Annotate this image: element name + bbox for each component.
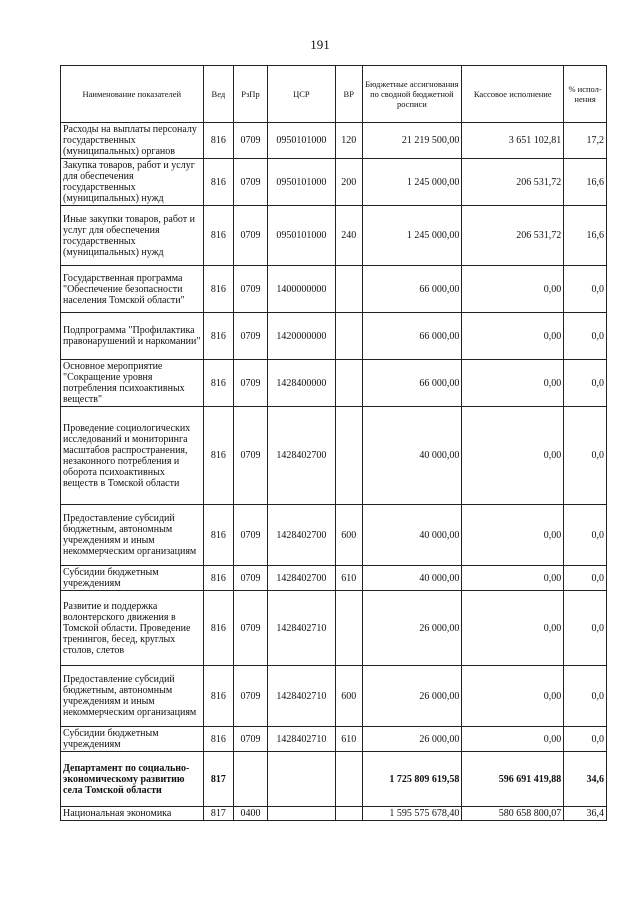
cell-vr: 610 [336, 566, 362, 591]
cell-percent: 16,6 [564, 206, 607, 266]
cell-budget: 66 000,00 [362, 360, 462, 407]
header-percent: % испол-нения [564, 66, 607, 123]
cell-cash: 3 651 102,81 [462, 123, 564, 159]
cell-vr: 600 [336, 666, 362, 727]
cell-rzpr: 0709 [234, 159, 268, 206]
cell-budget: 40 000,00 [362, 566, 462, 591]
cell-rzpr: 0709 [234, 313, 268, 360]
cell-rzpr: 0709 [234, 206, 268, 266]
cell-csr: 0950101000 [267, 206, 335, 266]
cell-vr: 600 [336, 505, 362, 566]
cell-percent: 0,0 [564, 266, 607, 313]
table-row [61, 505, 607, 566]
cell-csr: 1428402710 [267, 591, 335, 666]
cell-vr: 240 [336, 206, 362, 266]
cell-rzpr [234, 752, 268, 807]
cell-csr: 1420000000 [267, 313, 335, 360]
cell-name: Субсидии бюджетным учреждениям [61, 727, 204, 752]
cell-name: Основное мероприятие "Сокращение уровня потребления психоактивных веществ" [61, 360, 204, 407]
cell-percent: 0,0 [564, 360, 607, 407]
cell-budget: 26 000,00 [362, 727, 462, 752]
cell-vr [336, 360, 362, 407]
cell-csr: 0950101000 [267, 159, 335, 206]
cell-name: Субсидии бюджетным учреждениям [61, 566, 204, 591]
cell-budget: 1 725 809 619,58 [362, 752, 462, 807]
cell-cash: 0,00 [462, 266, 564, 313]
table-row [61, 566, 607, 591]
header-rzpr: РзПр [234, 66, 268, 123]
header-cash: Кассовое исполнение [462, 66, 564, 123]
cell-cash: 0,00 [462, 407, 564, 505]
cell-csr [267, 807, 335, 821]
cell-csr: 1428402710 [267, 666, 335, 727]
cell-ved: 816 [203, 360, 234, 407]
cell-csr: 1428400000 [267, 360, 335, 407]
budget-table [60, 65, 607, 821]
cell-ved: 816 [203, 566, 234, 591]
cell-percent: 0,0 [564, 505, 607, 566]
cell-budget: 40 000,00 [362, 407, 462, 505]
cell-name: Государственная программа "Обеспечение безопасности населения Томской области" [61, 266, 204, 313]
table-header-row [61, 66, 607, 123]
cell-ved: 816 [203, 666, 234, 727]
cell-vr: 200 [336, 159, 362, 206]
table-row [61, 159, 607, 206]
cell-rzpr: 0709 [234, 591, 268, 666]
cell-vr [336, 752, 362, 807]
cell-name: Подпрограмма "Профилактика правонарушений и наркомании" [61, 313, 204, 360]
cell-name: Развитие и поддержка волонтерского движения в Томской области. Проведение тренингов, бесед, круглых столов, слетов [61, 591, 204, 666]
cell-ved: 816 [203, 313, 234, 360]
table-row [61, 123, 607, 159]
cell-cash: 0,00 [462, 666, 564, 727]
cell-cash: 0,00 [462, 727, 564, 752]
table-row [61, 807, 607, 821]
cell-budget: 26 000,00 [362, 591, 462, 666]
table-row [61, 266, 607, 313]
cell-percent: 0,0 [564, 727, 607, 752]
cell-rzpr: 0709 [234, 360, 268, 407]
cell-budget: 26 000,00 [362, 666, 462, 727]
cell-cash: 0,00 [462, 591, 564, 666]
cell-vr [336, 807, 362, 821]
cell-cash: 0,00 [462, 313, 564, 360]
cell-ved: 817 [203, 807, 234, 821]
cell-percent: 0,0 [564, 666, 607, 727]
cell-name: Иные закупки товаров, работ и услуг для обеспечения государственных (муниципальных) нужд [61, 206, 204, 266]
cell-csr: 1428402700 [267, 407, 335, 505]
cell-cash: 0,00 [462, 566, 564, 591]
cell-rzpr: 0709 [234, 266, 268, 313]
table-row [61, 407, 607, 505]
page-number: 191 [310, 37, 330, 52]
cell-vr [336, 313, 362, 360]
cell-rzpr: 0709 [234, 666, 268, 727]
header-vr: ВР [336, 66, 362, 123]
cell-csr: 1428402700 [267, 566, 335, 591]
cell-percent: 0,0 [564, 591, 607, 666]
cell-cash: 596 691 419,88 [462, 752, 564, 807]
cell-ved: 816 [203, 505, 234, 566]
cell-percent: 34,6 [564, 752, 607, 807]
cell-name: Предоставление субсидий бюджетным, автономным учреждениям и иным некоммерческим организациям [61, 505, 204, 566]
cell-percent: 17,2 [564, 123, 607, 159]
cell-cash: 0,00 [462, 505, 564, 566]
cell-cash: 206 531,72 [462, 159, 564, 206]
table-row [61, 313, 607, 360]
cell-rzpr: 0709 [234, 407, 268, 505]
cell-cash: 580 658 800,07 [462, 807, 564, 821]
cell-rzpr: 0709 [234, 727, 268, 752]
cell-name: Закупка товаров, работ и услуг для обеспечения государственных (муниципальных) нужд [61, 159, 204, 206]
table-row [61, 666, 607, 727]
cell-vr: 610 [336, 727, 362, 752]
header-name: Наименование показателей [61, 66, 204, 123]
cell-budget: 66 000,00 [362, 266, 462, 313]
cell-name: Национальная экономика [61, 807, 204, 821]
cell-cash: 206 531,72 [462, 206, 564, 266]
table-row [61, 727, 607, 752]
cell-budget: 1 245 000,00 [362, 206, 462, 266]
cell-vr: 120 [336, 123, 362, 159]
cell-rzpr: 0400 [234, 807, 268, 821]
cell-ved: 816 [203, 266, 234, 313]
cell-ved: 816 [203, 727, 234, 752]
cell-name: Расходы на выплаты персоналу государственных (муниципальных) органов [61, 123, 204, 159]
cell-ved: 816 [203, 123, 234, 159]
cell-rzpr: 0709 [234, 566, 268, 591]
header-ved: Вед [203, 66, 234, 123]
cell-csr: 1428402710 [267, 727, 335, 752]
cell-name: Департамент по социально-экономическому развитию села Томской области [61, 752, 204, 807]
cell-csr: 0950101000 [267, 123, 335, 159]
cell-budget: 1 245 000,00 [362, 159, 462, 206]
cell-vr [336, 266, 362, 313]
cell-budget: 40 000,00 [362, 505, 462, 566]
cell-ved: 816 [203, 591, 234, 666]
cell-vr [336, 591, 362, 666]
cell-ved: 817 [203, 752, 234, 807]
cell-name: Предоставление субсидий бюджетным, автономным учреждениям и иным некоммерческим организациям [61, 666, 204, 727]
cell-percent: 0,0 [564, 313, 607, 360]
cell-ved: 816 [203, 407, 234, 505]
cell-csr: 1400000000 [267, 266, 335, 313]
table-row [61, 591, 607, 666]
header-csr: ЦСР [267, 66, 335, 123]
cell-vr [336, 407, 362, 505]
cell-csr [267, 752, 335, 807]
cell-percent: 36,4 [564, 807, 607, 821]
cell-ved: 816 [203, 206, 234, 266]
cell-percent: 0,0 [564, 407, 607, 505]
cell-ved: 816 [203, 159, 234, 206]
cell-name: Проведение социологических исследований и мониторинга масштабов распространения, незаконного потребления и оборота психоактивных веществ в Томской области [61, 407, 204, 505]
table-row [61, 752, 607, 807]
cell-percent: 0,0 [564, 566, 607, 591]
table-row [61, 360, 607, 407]
cell-cash: 0,00 [462, 360, 564, 407]
cell-budget: 66 000,00 [362, 313, 462, 360]
cell-percent: 16,6 [564, 159, 607, 206]
table-row [61, 206, 607, 266]
cell-csr: 1428402700 [267, 505, 335, 566]
header-budget: Бюджетные ассигнования по сводной бюджетной росписи [362, 66, 462, 123]
cell-budget: 21 219 500,00 [362, 123, 462, 159]
cell-budget: 1 595 575 678,40 [362, 807, 462, 821]
cell-rzpr: 0709 [234, 123, 268, 159]
cell-rzpr: 0709 [234, 505, 268, 566]
